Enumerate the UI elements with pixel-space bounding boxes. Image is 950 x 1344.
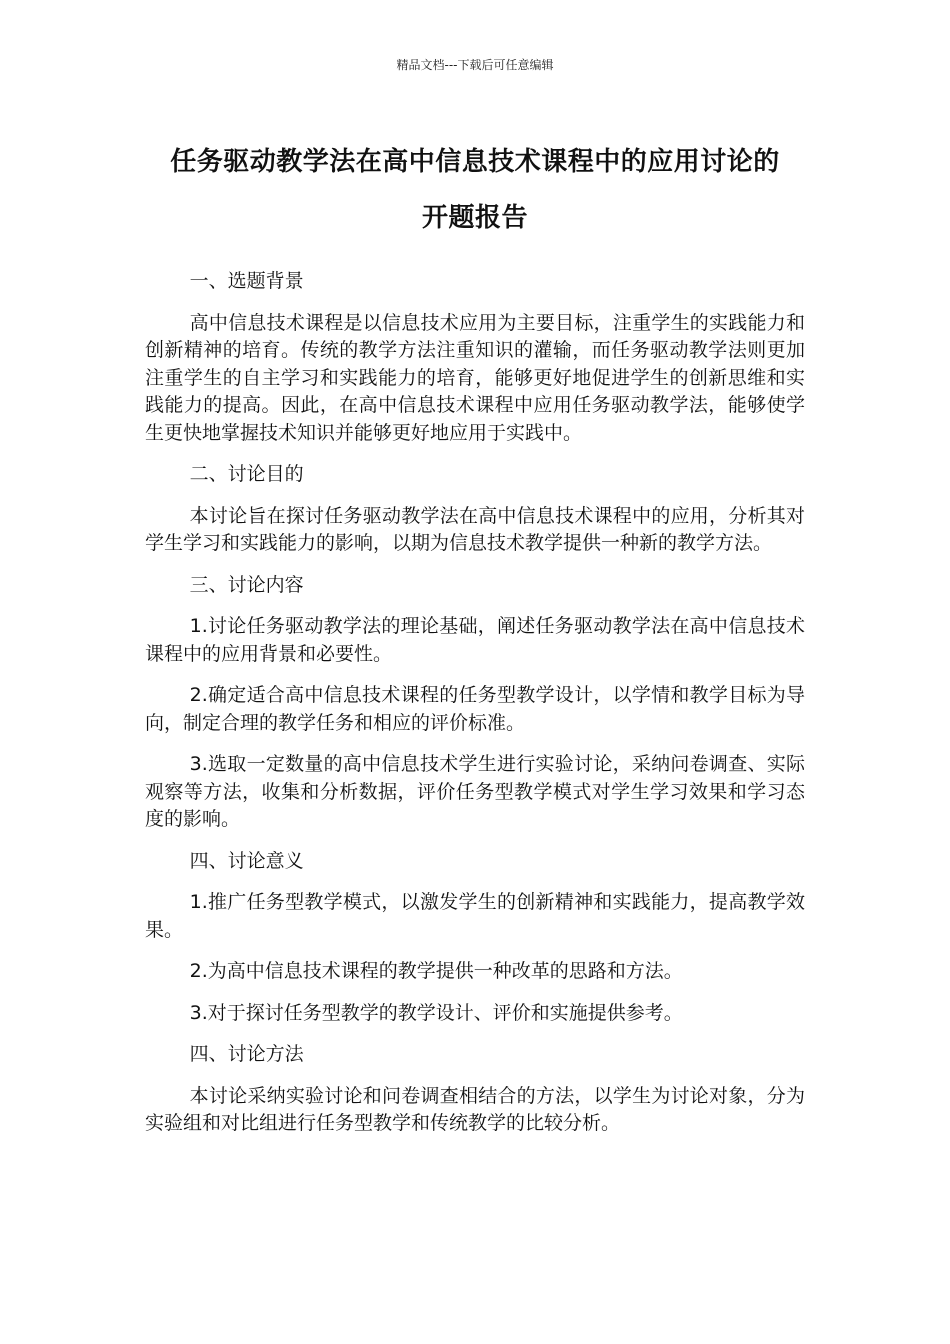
section-heading-significance: 四、讨论意义 [189, 849, 304, 872]
section-heading-background: 一、选题背景 [189, 270, 304, 292]
paragraph-content-item-2: 2.确定适合高中信息技术课程的任务型教学设计，以学情和教学目标为导向，制定合理的教学任务和相应的评价标准。 [145, 684, 805, 734]
title-line-2: 开题报告 [421, 203, 528, 233]
title-line-1: 任务驱动教学法在高中信息技术课程中的应用讨论的 [170, 147, 780, 177]
paragraph-purpose: 本讨论旨在探讨任务驱动教学法在高中信息技术课程中的应用，分析其对学生学习和实践能力的影响，以期为信息技术教学提供一种新的教学方法。 [145, 504, 805, 554]
section-heading-method: 四、讨论方法 [189, 1043, 304, 1065]
paragraph-content-item-3: 3.选取一定数量的高中信息技术学生进行实验讨论，采纳问卷调查、实际观察等方法，收集和分析数据，评价任务型教学模式对学生学习效果和学习态度的影响。 [145, 753, 805, 830]
paragraph-significance-item-1: 1.推广任务型教学模式，以激发学生的创新精神和实践能力，提高教学效果。 [145, 891, 805, 941]
document-title [120, 134, 830, 246]
paragraph-significance-item-2: 2.为高中信息技术课程的教学提供一种改革的思路和方法。 [189, 960, 683, 982]
paragraph-method: 本讨论采纳实验讨论和问卷调查相结合的方法，以学生为讨论对象，分为实验组和对比组进行任务型教学和传统教学的比较分析。 [145, 1084, 805, 1134]
paragraph-significance-item-3: 3.对于探讨任务型教学的教学设计、评价和实施提供参考。 [189, 1001, 683, 1024]
section-heading-content: 三、讨论内容 [189, 573, 304, 596]
paragraph-background: 高中信息技术课程是以信息技术应用为主要目标，注重学生的实践能力和创新精神的培育。传统的教学方法注重知识的灌输，而任务驱动教学法则更加注重学生的自主学习和实践能力的培育，能够更好地促进学生的创新思维和实践能力的提高。因此，在高中信息技术课程中应用任务驱动教学法，能够使学生更快地掌握技术知识并能够更好地应用于实践中。 [145, 311, 805, 444]
paragraph-content-item-1: 1.讨论任务驱动教学法的理论基础，阐述任务驱动教学法在高中信息技术课程中的应用背景和必要性。 [145, 615, 805, 665]
page-header: 精品文档---下载后可任意编辑 [396, 58, 554, 72]
document-body [145, 268, 805, 1152]
section-heading-purpose: 二、讨论目的 [189, 463, 304, 485]
